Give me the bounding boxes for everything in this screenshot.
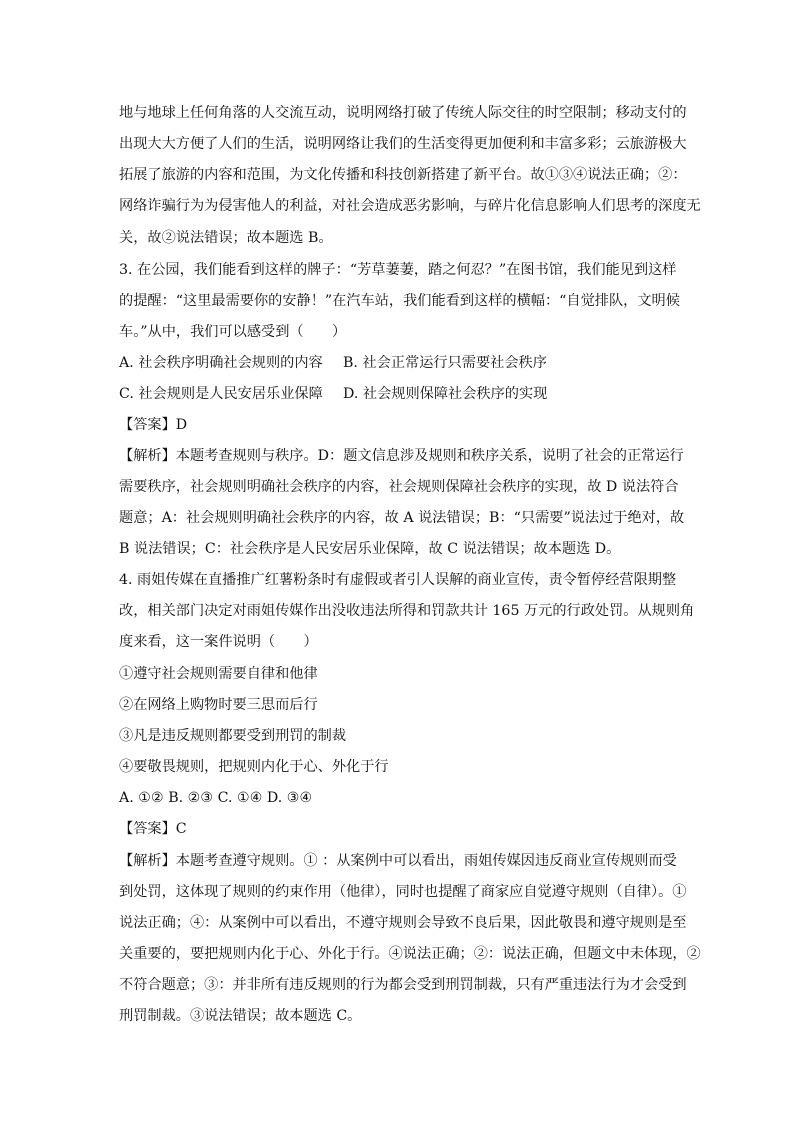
q3-option-a: A. 社会秩序明确社会规则的内容 xyxy=(119,355,323,371)
q4-item-2: ②在网络上购物时要三思而后行 xyxy=(119,697,318,713)
q4-item-4: ④要敬畏规则，把规则内化于心、外化于行 xyxy=(119,759,389,775)
q3-option-b: B. 社会正常运行只需要社会秩序 xyxy=(343,355,547,371)
intro-line-5: 关，故②说法错误；故本题选 B。 xyxy=(119,230,333,246)
q4-analysis-line-1: 【解析】本题考查遵守规则。① ：从案例中可以看出，雨姐传媒因违反商业宣传规则而受 xyxy=(119,853,677,869)
q4-analysis-line-3: 说法正确；④：从案例中可以看出，不遵守规则会导致不良后果，因此敬畏和遵守规则是至 xyxy=(119,915,687,931)
q3-stem-line-2: 的提醒：“这里最需要你的安静！”在汽车站，我们能看到这样的横幅：“自觉排队，文明候 xyxy=(119,293,680,309)
q4-analysis-line-6: 刑罚制裁。③说法错误；故本题选 C。 xyxy=(119,1008,362,1024)
q3-stem-line-1: 3. 在公园，我们能看到这样的牌子：“芳草萋萋，踏之何忍？”在图书馆，我们能见到这样 xyxy=(119,262,677,278)
q3-answer: 【答案】D xyxy=(119,417,188,433)
q4-item-1: ①遵守社会规则需要自律和他律 xyxy=(119,666,318,682)
q4-analysis-line-4: 关重要的，要把规则内化于心、外化于行。④说法正确；②：说法正确，但题文中未体现，② xyxy=(119,946,701,962)
q4-answer: 【答案】C xyxy=(119,821,187,837)
q3-analysis-line-1: 【解析】本题考查规则与秩序。D：题文信息涉及规则和秩序关系，说明了社会的正常运行 xyxy=(119,448,684,464)
intro-line-4: 网络诈骗行为为侵害他人的利益，对社会造成恶劣影响，与碎片化信息影响人们思考的深度无 xyxy=(119,198,701,214)
q4-stem-line-1: 4. 雨姐传媒在直播推广红薯粉条时有虚假或者引人误解的商业宣传，责令暂停经营限期整 xyxy=(119,572,677,588)
q4-stem-line-3: 度来看，这一案件说明（ ） xyxy=(119,634,318,650)
q3-stem-line-3: 车。”从中，我们可以感受到（ ） xyxy=(119,324,347,340)
q3-option-c: C. 社会规则是人民安居乐业保障 xyxy=(119,386,323,402)
q3-analysis-line-2: 需要秩序，社会规则明确社会秩序的内容，社会规则保障社会秩序的实现，故 D 说法符合 xyxy=(119,479,679,495)
q3-analysis-line-4: B 说法错误；C：社会秩序是人民安居乐业保障，故 C 说法错误；故本题选 D。 xyxy=(119,541,621,557)
q4-options: A. ①② B. ②③ C. ①④ D. ③④ xyxy=(119,790,313,806)
q3-options-row-1 xyxy=(119,353,679,373)
q4-analysis-line-2: 到处罚，这体现了规则的约束作用（他律），同时也提醒了商家应自觉遵守规则（自律）。① xyxy=(119,884,687,900)
q3-analysis-line-3: 题意；A：社会规则明确社会秩序的内容，故 A 说法错误；B：“只需要”说法过于绝对，故 xyxy=(119,510,685,526)
intro-line-2: 出现大大方便了人们的生活，说明网络让我们的生活变得更加便利和丰富多彩；云旅游极大 xyxy=(119,136,687,152)
intro-line-1: 地与地球上任何角落的人交流互动，说明网络打破了传统人际交往的时空限制；移动支付的 xyxy=(119,105,687,121)
q3-options-row-2 xyxy=(119,384,679,404)
q4-stem-line-2: 改，相关部门决定对雨姐传媒作出没收违法所得和罚款共计 165 万元的行政处罚。从规则角 xyxy=(119,603,695,619)
q4-item-3: ③凡是违反规则都要受到刑罚的制裁 xyxy=(119,728,347,744)
q3-option-d: D. 社会规则保障社会秩序的实现 xyxy=(343,386,548,402)
intro-line-3: 拓展了旅游的内容和范围，为文化传播和科技创新搭建了新平台。故①③④说法正确；②： xyxy=(119,167,687,183)
q4-analysis-line-5: 不符合题意；③：并非所有违反规则的行为都会受到刑罚制裁，只有严重违法行为才会受到 xyxy=(119,977,687,993)
